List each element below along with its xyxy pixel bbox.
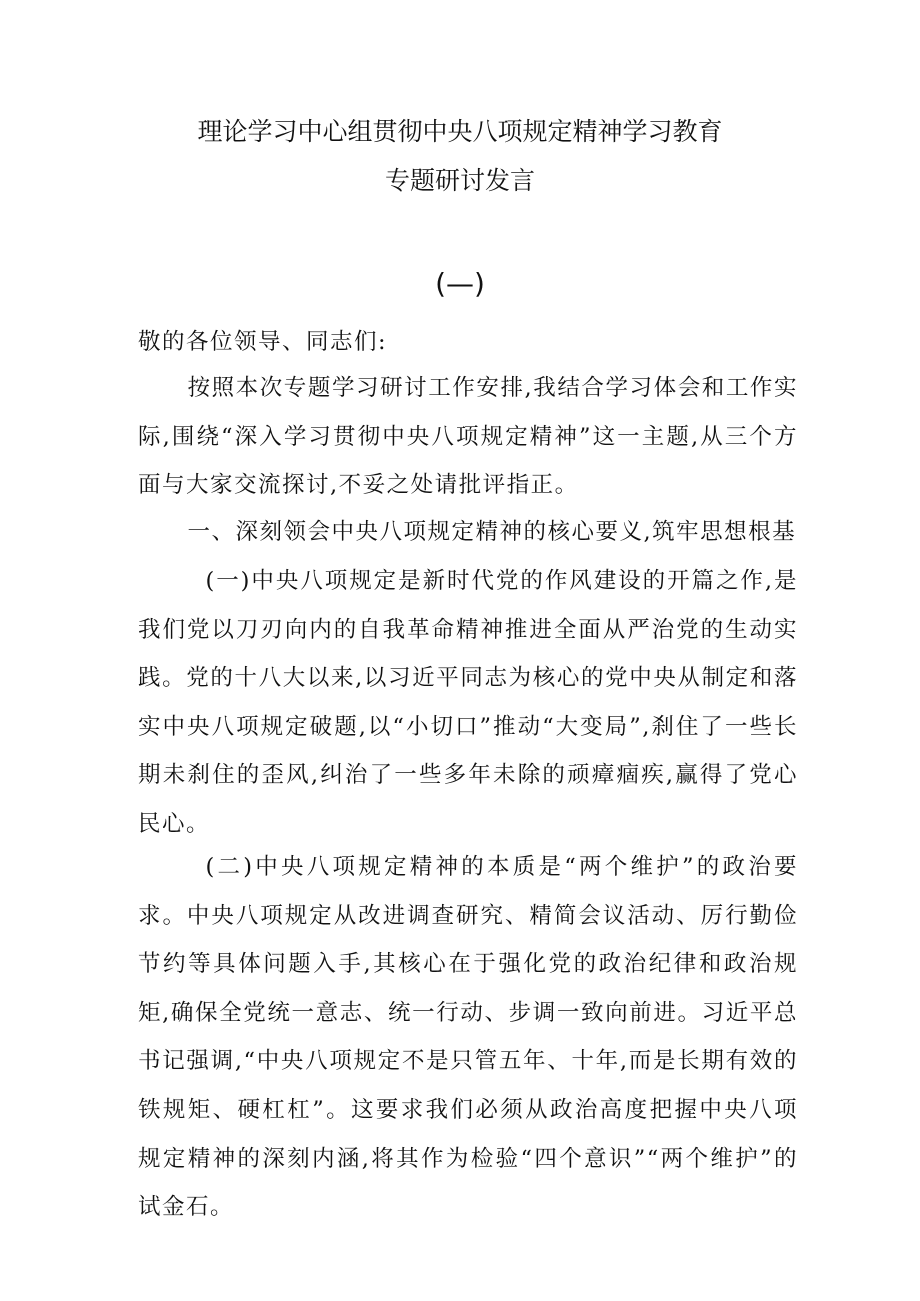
heading-block (138, 508, 798, 557)
subsection-2-block (138, 843, 798, 1232)
greeting: 敬的各位领导、同志们: (138, 329, 388, 355)
intro-paragraph-block (138, 364, 798, 510)
section-number: (—) (435, 267, 485, 300)
document-title-line-2: 专题研讨发言 (384, 166, 535, 195)
subsection-1-block (138, 557, 798, 849)
subsection-1-paragraph: (一)中央八项规定是新时代党的作风建设的开篇之作,是我们党以刀刃向内的自我革命精神推进全面从严治党的生动实践。党的十八大以来,以习近平同志为核心的党中央从制定和落实中央八项规定破题,以“小切口”推动“大变局”,刹住了一些长期未刹住的歪风,纠治了一些多年未除的顽瘴痼疾,赢得了党心民心。 (138, 568, 798, 837)
section-heading-1: 一、深刻领会中央八项规定精神的核心要义,筑牢思想根基 (187, 519, 797, 545)
subsection-2-paragraph: (二)中央八项规定精神的本质是“两个维护”的政治要求。中央八项规定从改进调查研究、精简会议活动、厉行勤俭节约等具体问题入手,其核心在于强化党的政治纪律和政治规矩,确保全党统一意志、统一行动、步调一致向前进。习近平总书记强调,“中央八项规定不是只管五年、十年,而是长期有效的铁规矩、硬杠杠”。这要求我们必须从政治高度把握中央八项规定精神的深刻内涵,将其作为检验“四个意识”“两个维护”的试金石。 (138, 854, 798, 1221)
document-title-line-1: 理论学习中心组贯彻中央八项规定精神学习教育 (197, 117, 723, 146)
intro-paragraph: 按照本次专题学习研讨工作安排,我结合学习体会和工作实际,围绕“深入学习贯彻中央八项规定精神”这一主题,从三个方面与大家交流探讨,不妥之处请批评指正。 (138, 375, 798, 499)
